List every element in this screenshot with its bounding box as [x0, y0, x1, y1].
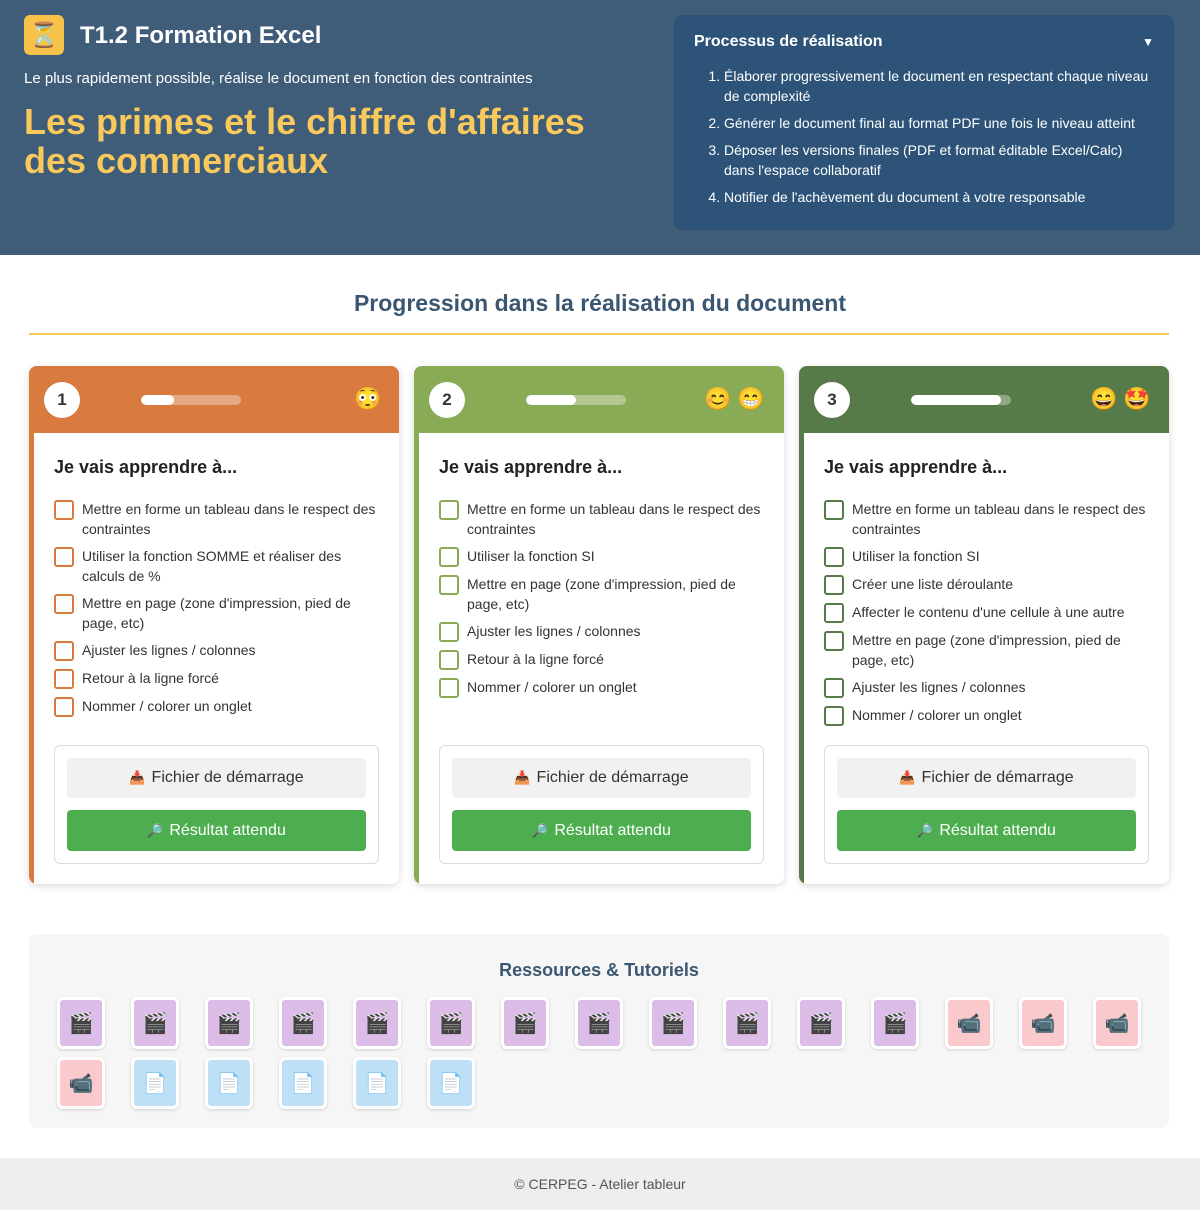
video-camera-icon: 📹: [948, 1000, 990, 1046]
clapper-board-icon: 🎬: [578, 1000, 620, 1046]
checkbox[interactable]: [824, 678, 844, 698]
checklist-item-label: Ajuster les lignes / colonnes: [467, 623, 641, 639]
checklist-item-label: Nommer / colorer un onglet: [852, 707, 1022, 723]
checklist-item: [824, 705, 1154, 726]
inbox-tray-icon: 📥: [514, 770, 531, 785]
level-progress-bar: [911, 395, 1011, 405]
level-number: 1: [44, 382, 80, 418]
level-progress-fill: [911, 395, 1001, 405]
level-progress-fill: [526, 395, 576, 405]
start-file-label: Fichier de démarrage: [151, 769, 304, 786]
inbox-tray-icon: 📥: [129, 770, 146, 785]
level-card-2: [414, 366, 784, 884]
learn-title: Je vais apprendre à...: [439, 457, 623, 477]
checklist-item-label: Mettre en forme un tableau dans le respect des contraintes: [467, 501, 761, 537]
checklist-item: [54, 696, 384, 717]
checkbox[interactable]: [824, 575, 844, 595]
clapper-board-icon: 🎬: [282, 1000, 324, 1046]
resource-video[interactable]: [279, 997, 327, 1049]
expected-result-label: Résultat attendu: [939, 821, 1056, 839]
resource-video[interactable]: [353, 997, 401, 1049]
start-file-label: Fichier de démarrage: [921, 769, 1074, 786]
page-title: Les primes et le chiffre d'affaires des commerciaux: [24, 101, 585, 181]
expected-result-button[interactable]: [67, 810, 366, 851]
section-divider: [29, 333, 1169, 335]
checklist-item: [439, 546, 769, 567]
checklist-item: [54, 593, 384, 633]
checklist-item-label: Mettre en page (zone d'impression, pied de page, etc): [82, 595, 351, 631]
checklist-item: [439, 649, 769, 670]
magnifier-icon: 🔎: [917, 822, 934, 838]
resource-video[interactable]: [871, 997, 919, 1049]
process-step: 2. Générer le document final au format PDF une fois le niveau atteint: [724, 113, 1154, 133]
clapper-board-icon: 🎬: [800, 1000, 842, 1046]
clapper-board-icon: 🎬: [60, 1000, 102, 1046]
resource-screencast[interactable]: [945, 997, 993, 1049]
expected-result-label: Résultat attendu: [169, 821, 286, 839]
video-camera-icon: 📹: [1096, 1000, 1138, 1046]
checklist-item-label: Mettre en page (zone d'impression, pied de page, etc): [852, 632, 1121, 668]
checkbox[interactable]: [824, 603, 844, 623]
magnifier-icon: 🔎: [532, 822, 549, 838]
checklist-item-label: Affecter le contenu d'une cellule à une autre: [852, 604, 1125, 620]
document-icon: 📄: [134, 1060, 176, 1106]
start-file-button[interactable]: [452, 758, 751, 798]
files-box: [54, 745, 379, 864]
checkbox[interactable]: [824, 547, 844, 567]
checklist-item-label: Créer une liste déroulante: [852, 576, 1014, 592]
checkbox[interactable]: [439, 650, 459, 670]
resources-panel: [29, 934, 1169, 1128]
chevron-down-icon[interactable]: ▼: [1142, 35, 1154, 49]
hourglass-icon: ⏳: [24, 15, 64, 55]
expected-result-button[interactable]: [452, 810, 751, 851]
level-progress-bar: [526, 395, 626, 405]
resource-screencast[interactable]: [1093, 997, 1141, 1049]
start-file-button[interactable]: [837, 758, 1136, 798]
footer: © CERPEG - Atelier tableur: [0, 1158, 1200, 1210]
files-box: [824, 745, 1149, 864]
checklist-item: [824, 499, 1154, 539]
level-card-1: [29, 366, 399, 884]
video-camera-icon: 📹: [60, 1060, 102, 1106]
checklist-item-label: Ajuster les lignes / colonnes: [82, 642, 256, 658]
magnifier-icon: 🔎: [147, 822, 164, 838]
checkbox[interactable]: [824, 500, 844, 520]
checklist-item-label: Nommer / colorer un onglet: [82, 698, 252, 714]
resource-video[interactable]: [723, 997, 771, 1049]
process-steps: [724, 66, 1154, 214]
level-number: 3: [814, 382, 850, 418]
checkbox[interactable]: [54, 547, 74, 567]
checklist-item-label: Mettre en forme un tableau dans le respect des contraintes: [82, 501, 376, 537]
checklist-item: [824, 677, 1154, 698]
resource-video[interactable]: [797, 997, 845, 1049]
level-number: 2: [429, 382, 465, 418]
card-accent-strip: [29, 366, 34, 884]
process-panel: [674, 15, 1174, 230]
files-box: [439, 745, 764, 864]
clapper-board-icon: 🎬: [726, 1000, 768, 1046]
learn-title: Je vais apprendre à...: [54, 457, 238, 477]
document-icon: 📄: [430, 1060, 472, 1106]
checklist-item: [824, 546, 1154, 567]
resource-document[interactable]: [205, 1057, 253, 1109]
resource-document[interactable]: [279, 1057, 327, 1109]
checklist-item-label: Mettre en forme un tableau dans le respect des contraintes: [852, 501, 1146, 537]
document-icon: 📄: [208, 1060, 250, 1106]
checkbox[interactable]: [54, 669, 74, 689]
checklist-item-label: Utiliser la fonction SI: [467, 548, 595, 564]
emoji-icon: 🤩: [1123, 386, 1151, 411]
checkbox[interactable]: [824, 631, 844, 651]
checklist-item-label: Utiliser la fonction SOMME et réaliser des calculs de %: [82, 548, 342, 584]
checklist: [439, 499, 769, 705]
checklist-item-label: Mettre en page (zone d'impression, pied de page, etc): [467, 576, 736, 612]
checklist: [824, 499, 1154, 733]
checkbox[interactable]: [439, 500, 459, 520]
checklist-item-label: Nommer / colorer un onglet: [467, 679, 637, 695]
learn-title: Je vais apprendre à...: [824, 457, 1008, 477]
clapper-board-icon: 🎬: [874, 1000, 916, 1046]
checklist-item-label: Ajuster les lignes / colonnes: [852, 679, 1026, 695]
resource-video[interactable]: [205, 997, 253, 1049]
resources-title: Ressources & Tutoriels: [499, 960, 699, 980]
clapper-board-icon: 🎬: [208, 1000, 250, 1046]
checkbox[interactable]: [439, 678, 459, 698]
checkbox[interactable]: [54, 500, 74, 520]
checkbox[interactable]: [439, 622, 459, 642]
checklist-item: [824, 630, 1154, 670]
document-icon: 📄: [356, 1060, 398, 1106]
emoji-icon: 😄: [1090, 386, 1118, 411]
resource-screencast[interactable]: [57, 1057, 105, 1109]
subtitle: Le plus rapidement possible, réalise le document en fonction des contraintes: [24, 70, 533, 87]
checkbox[interactable]: [54, 594, 74, 614]
expected-result-label: Résultat attendu: [554, 821, 671, 839]
resource-document[interactable]: [353, 1057, 401, 1109]
checkbox[interactable]: [54, 641, 74, 661]
process-step: 3. Déposer les versions finales (PDF et format éditable Excel/Calc) dans l'espace collaboratif: [724, 140, 1154, 180]
clapper-board-icon: 🎬: [652, 1000, 694, 1046]
checklist-item: [439, 621, 769, 642]
checklist: [54, 499, 384, 724]
level-card-3: [799, 366, 1169, 884]
resource-document[interactable]: [131, 1057, 179, 1109]
checkbox[interactable]: [439, 575, 459, 595]
checklist-item: [54, 499, 384, 539]
checklist-item: [824, 602, 1154, 623]
checklist-item: [54, 668, 384, 689]
emoji-icon: 😁: [737, 386, 765, 411]
hero-header: [0, 0, 1200, 255]
resource-video[interactable]: [649, 997, 697, 1049]
checklist-item-label: Retour à la ligne forcé: [467, 651, 604, 667]
resource-document[interactable]: [427, 1057, 475, 1109]
resource-video[interactable]: [57, 997, 105, 1049]
checklist-item: [439, 677, 769, 698]
start-file-label: Fichier de démarrage: [536, 769, 689, 786]
resource-video[interactable]: [575, 997, 623, 1049]
inbox-tray-icon: 📥: [899, 770, 916, 785]
progression-title: Progression dans la réalisation du document: [353, 290, 847, 316]
resource-video[interactable]: [427, 997, 475, 1049]
emoji-icon: 😊: [704, 386, 732, 411]
level-progress-fill: [141, 395, 174, 405]
checklist-item: [439, 574, 769, 614]
checkbox[interactable]: [824, 706, 844, 726]
checkbox[interactable]: [439, 547, 459, 567]
card-accent-strip: [799, 366, 804, 884]
app-title: T1.2 Formation Excel: [80, 22, 322, 49]
clapper-board-icon: 🎬: [504, 1000, 546, 1046]
checklist-item-label: Retour à la ligne forcé: [82, 670, 219, 686]
checklist-item: [54, 546, 384, 586]
level-progress-bar: [141, 395, 241, 405]
process-step: 4. Notifier de l'achèvement du document à votre responsable: [724, 187, 1154, 207]
resource-video[interactable]: [131, 997, 179, 1049]
card-header: [414, 366, 784, 433]
process-step: 1. Élaborer progressivement le document en respectant chaque niveau de complexité: [724, 66, 1154, 106]
emoji-icon: 😳: [354, 386, 382, 411]
document-icon: 📄: [282, 1060, 324, 1106]
checklist-item: [439, 499, 769, 539]
resource-screencast[interactable]: [1019, 997, 1067, 1049]
card-accent-strip: [414, 366, 419, 884]
card-header: [799, 366, 1169, 433]
checklist-item: [54, 640, 384, 661]
start-file-button[interactable]: [67, 758, 366, 798]
clapper-board-icon: 🎬: [356, 1000, 398, 1046]
checklist-item-label: Utiliser la fonction SI: [852, 548, 980, 564]
process-title[interactable]: Processus de réalisation: [694, 33, 883, 50]
video-camera-icon: 📹: [1022, 1000, 1064, 1046]
card-header: [29, 366, 399, 433]
checklist-item: [824, 574, 1154, 595]
checkbox[interactable]: [54, 697, 74, 717]
clapper-board-icon: 🎬: [430, 1000, 472, 1046]
expected-result-button[interactable]: [837, 810, 1136, 851]
clapper-board-icon: 🎬: [134, 1000, 176, 1046]
resource-video[interactable]: [501, 997, 549, 1049]
